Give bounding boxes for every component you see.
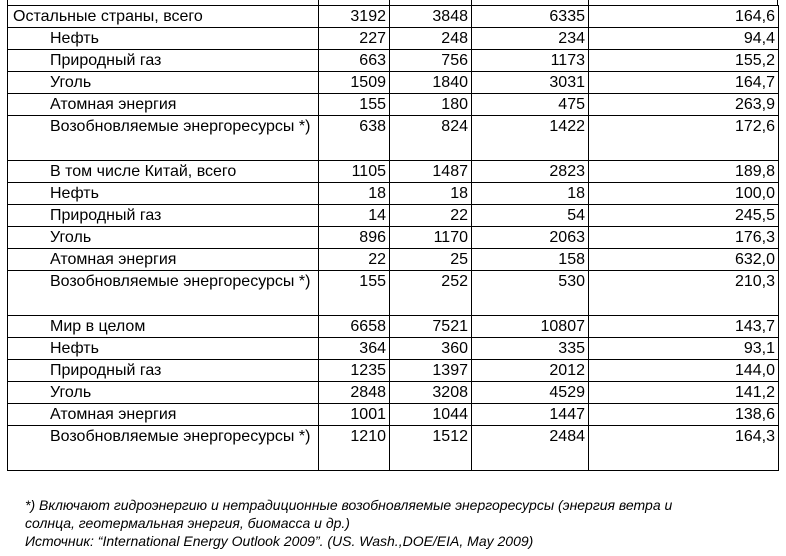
value-col-2: 3848 (390, 6, 472, 28)
value-col-1: 14 (319, 205, 390, 227)
value-col-3: 1422 (472, 116, 589, 161)
table-row (8, 360, 779, 382)
value-col-2: 180 (390, 94, 472, 116)
value-col-4: 138,6 (589, 404, 779, 426)
row-label: Возобновляемые энергоресурсы *) (8, 271, 319, 316)
table-row (8, 6, 779, 28)
value-col-1: 1235 (319, 360, 390, 382)
table-row (8, 28, 779, 50)
value-col-1: 18 (319, 183, 390, 205)
table-top-cut (7, 0, 778, 5)
table-row (8, 426, 779, 471)
value-col-3: 1447 (472, 404, 589, 426)
value-col-2: 248 (390, 28, 472, 50)
value-col-3: 530 (472, 271, 589, 316)
table-row (8, 227, 779, 249)
row-label: В том числе Китай, всего (8, 161, 319, 183)
row-label: Мир в целом (8, 316, 319, 338)
row-label: Возобновляемые энергоресурсы *) (8, 426, 319, 471)
value-col-4: 263,9 (589, 94, 779, 116)
value-col-2: 360 (390, 338, 472, 360)
value-col-4: 164,6 (589, 6, 779, 28)
table-row (8, 161, 779, 183)
value-col-2: 22 (390, 205, 472, 227)
table-row (8, 72, 779, 94)
row-label: Атомная энергия (8, 404, 319, 426)
value-col-2: 7521 (390, 316, 472, 338)
value-col-4: 164,3 (589, 426, 779, 471)
value-col-4: 143,7 (589, 316, 779, 338)
value-col-4: 172,6 (589, 116, 779, 161)
value-col-2: 1487 (390, 161, 472, 183)
value-col-3: 6335 (472, 6, 589, 28)
value-col-2: 18 (390, 183, 472, 205)
value-col-3: 10807 (472, 316, 589, 338)
value-col-1: 896 (319, 227, 390, 249)
value-col-3: 3031 (472, 72, 589, 94)
value-col-1: 364 (319, 338, 390, 360)
value-col-4: 189,8 (589, 161, 779, 183)
table-row (8, 116, 779, 161)
row-label: Уголь (8, 227, 319, 249)
value-col-3: 2063 (472, 227, 589, 249)
value-col-4: 141,2 (589, 382, 779, 404)
value-col-1: 1509 (319, 72, 390, 94)
value-col-2: 1170 (390, 227, 472, 249)
value-col-1: 227 (319, 28, 390, 50)
table-row (8, 404, 779, 426)
value-col-4: 210,3 (589, 271, 779, 316)
table-row (8, 183, 779, 205)
value-col-3: 475 (472, 94, 589, 116)
value-col-1: 2848 (319, 382, 390, 404)
value-col-2: 1397 (390, 360, 472, 382)
value-col-1: 1210 (319, 426, 390, 471)
value-col-1: 6658 (319, 316, 390, 338)
row-label: Нефть (8, 183, 319, 205)
value-col-2: 824 (390, 116, 472, 161)
value-col-4: 155,2 (589, 50, 779, 72)
value-col-3: 234 (472, 28, 589, 50)
row-label: Природный газ (8, 360, 319, 382)
energy-consumption-table (7, 5, 779, 471)
value-col-3: 18 (472, 183, 589, 205)
row-label: Природный газ (8, 205, 319, 227)
value-col-1: 155 (319, 94, 390, 116)
row-label: Атомная энергия (8, 94, 319, 116)
value-col-4: 164,7 (589, 72, 779, 94)
value-col-2: 3208 (390, 382, 472, 404)
value-col-3: 1173 (472, 50, 589, 72)
row-label: Уголь (8, 382, 319, 404)
table-row (8, 316, 779, 338)
table-row (8, 271, 779, 316)
value-col-2: 1840 (390, 72, 472, 94)
value-col-1: 638 (319, 116, 390, 161)
value-col-3: 54 (472, 205, 589, 227)
row-label: Нефть (8, 338, 319, 360)
value-col-3: 158 (472, 249, 589, 271)
row-label: Атомная энергия (8, 249, 319, 271)
value-col-4: 93,1 (589, 338, 779, 360)
row-label: Возобновляемые энергоресурсы *) (8, 116, 319, 161)
value-col-1: 663 (319, 50, 390, 72)
row-label: Природный газ (8, 50, 319, 72)
value-col-1: 1105 (319, 161, 390, 183)
value-col-2: 1512 (390, 426, 472, 471)
table-row (8, 338, 779, 360)
row-label: Остальные страны, всего (8, 6, 319, 28)
table-row (8, 382, 779, 404)
value-col-1: 155 (319, 271, 390, 316)
row-label: Уголь (8, 72, 319, 94)
footnote-source: Источник: “International Energy Outlook 2009”. (US. Wash.,DOE/EIA, May 2009) (25, 533, 534, 549)
value-col-4: 176,3 (589, 227, 779, 249)
value-col-2: 25 (390, 249, 472, 271)
value-col-2: 252 (390, 271, 472, 316)
value-col-3: 2823 (472, 161, 589, 183)
value-col-4: 94,4 (589, 28, 779, 50)
table-row (8, 205, 779, 227)
value-col-3: 4529 (472, 382, 589, 404)
value-col-3: 2012 (472, 360, 589, 382)
value-col-2: 1044 (390, 404, 472, 426)
value-col-1: 22 (319, 249, 390, 271)
footnote-line-2: солнца, геотермальная энергия, биомасса и др.) (25, 515, 350, 531)
value-col-3: 2484 (472, 426, 589, 471)
energy-table-region (7, 0, 778, 471)
value-col-3: 335 (472, 338, 589, 360)
value-col-2: 756 (390, 50, 472, 72)
value-col-4: 144,0 (589, 360, 779, 382)
value-col-1: 3192 (319, 6, 390, 28)
footnote-line-1: *) Включают гидроэнергию и нетрадиционные возобновляемые энергоресурсы (энергия ветра и (25, 497, 673, 513)
value-col-4: 632,0 (589, 249, 779, 271)
table-row (8, 249, 779, 271)
table-row (8, 94, 779, 116)
value-col-4: 100,0 (589, 183, 779, 205)
value-col-4: 245,5 (589, 205, 779, 227)
row-label: Нефть (8, 28, 319, 50)
footnote (25, 496, 775, 550)
value-col-1: 1001 (319, 404, 390, 426)
table-row (8, 50, 779, 72)
